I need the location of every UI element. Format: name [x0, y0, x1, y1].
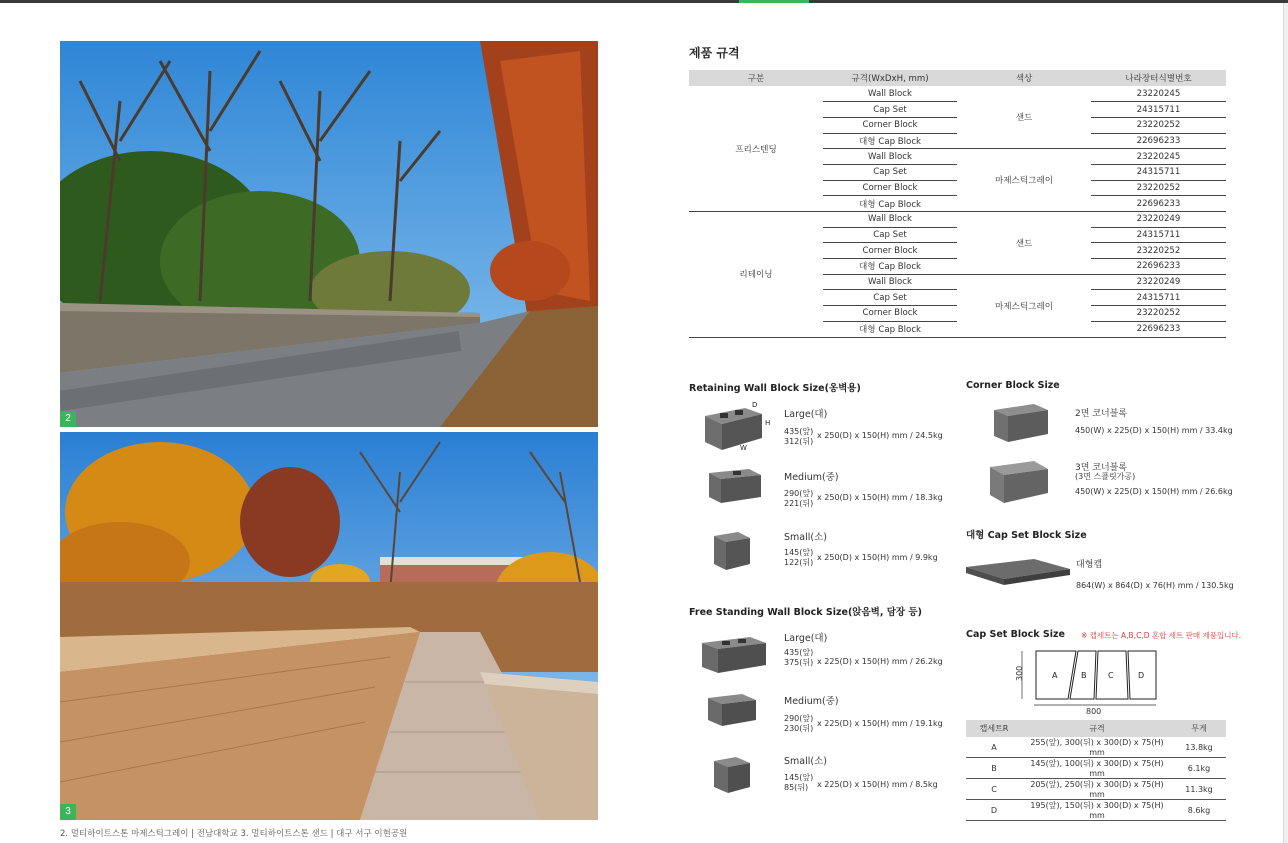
front-width: 435(앞): [784, 648, 814, 657]
capset-diagram: [1010, 647, 1160, 719]
capset-height-label: 300: [1015, 665, 1024, 681]
corner-3face-note: (3면 스플릿가공): [1075, 472, 1136, 481]
header-category: 구분: [689, 70, 823, 86]
spec-id: 24315711: [1091, 227, 1226, 243]
freestanding-large-name: Large(대): [784, 633, 828, 644]
freestanding-large-dim: x 225(D) x 150(H) mm / 26.2kg: [817, 657, 943, 666]
front-width: 145(앞): [784, 773, 814, 782]
corner-2face-name: 2면 코너블록: [1075, 409, 1128, 419]
dim-letter-h: H: [765, 419, 771, 427]
back-width: 122(뒤): [784, 558, 814, 567]
freestanding-title: Free Standing Wall Block Size(앉음벽, 담장 등): [689, 607, 922, 618]
retaining-small-block-image: [710, 528, 755, 578]
capset-width-label: 800: [1086, 707, 1102, 715]
freestanding-medium-size: [784, 714, 813, 734]
spec-item: 대형 Cap Block: [823, 321, 957, 337]
front-width: 290(앞): [784, 714, 814, 723]
freestanding-medium-dim: x 225(D) x 150(H) mm / 19.1kg: [817, 719, 943, 728]
freestanding-large-block-image: [700, 633, 768, 679]
spec-title: 제품 규격: [689, 46, 740, 60]
spec-row: [689, 86, 1226, 102]
corner-2face-block-image: [990, 400, 1050, 450]
corner-2face-dim: 450(W) x 225(D) x 150(H) mm / 33.4kg: [1075, 426, 1233, 435]
retaining-large-block-image: [700, 398, 780, 458]
spec-item: Corner Block: [823, 180, 957, 196]
spec-category: 프리스텐딩: [689, 86, 823, 212]
dim-letter-d: D: [752, 401, 758, 409]
freestanding-small-block-image: [712, 753, 754, 801]
largecap-block-image: [964, 555, 1072, 601]
spec-id: 22696233: [1091, 133, 1226, 149]
capset-label-a: A: [1052, 671, 1058, 680]
capset-header-name: 캡세트R: [966, 720, 1022, 737]
spec-item: Wall Block: [823, 86, 957, 102]
capset-label-c: C: [1108, 671, 1114, 680]
retaining-medium-size: [784, 489, 813, 509]
retaining-small-size: [784, 548, 813, 568]
spec-item: Corner Block: [823, 117, 957, 133]
freestanding-medium-block-image: [706, 692, 760, 734]
front-width: 145(앞): [784, 548, 814, 557]
spec-item: 대형 Cap Block: [823, 133, 957, 149]
spec-category: 리테이닝: [689, 212, 823, 338]
capset-header-weight: 무게: [1172, 720, 1226, 737]
capset-row: [966, 758, 1226, 779]
dim-letter-w: W: [740, 444, 747, 452]
spec-item: 대형 Cap Block: [823, 196, 957, 212]
retaining-large-dim: x 250(D) x 150(H) mm / 24.5kg: [817, 431, 943, 440]
capset-row: [966, 737, 1226, 758]
spec-id: 23220252: [1091, 306, 1226, 322]
capset-note: ※ 캡세트는 A,B,C,D 혼합 세트 판매 제품입니다.: [1081, 631, 1242, 640]
spec-table: [689, 70, 1226, 338]
spec-id: 23220252: [1091, 180, 1226, 196]
freestanding-small-name: Small(소): [784, 756, 827, 767]
back-width: 85(뒤): [784, 783, 809, 792]
retaining-large-size: [784, 427, 813, 447]
capset-label-b: B: [1081, 671, 1087, 680]
spec-id: 23220249: [1091, 212, 1226, 228]
spec-id: 22696233: [1091, 321, 1226, 337]
spec-id: 23220249: [1091, 274, 1226, 290]
freestanding-small-dim: x 225(D) x 150(H) mm / 8.5kg: [817, 780, 938, 789]
spec-item: Corner Block: [823, 243, 957, 259]
capset-row-weight: 8.6kg: [1172, 800, 1226, 821]
capset-header-spec: 규격: [1022, 720, 1172, 737]
photo-university-path: [60, 432, 598, 820]
spec-id: 24315711: [1091, 164, 1226, 180]
largecap-title: 대형 Cap Set Block Size: [966, 530, 1087, 541]
capset-label-d: D: [1138, 671, 1145, 680]
spec-item: Cap Set: [823, 290, 957, 306]
header-id: 나라장터식별번호: [1091, 70, 1226, 86]
photo-park-road: [60, 41, 598, 427]
back-width: 375(뒤): [784, 658, 814, 667]
spec-item: Cap Set: [823, 102, 957, 118]
capset-row-weight: 13.8kg: [1172, 737, 1226, 758]
largecap-name: 대형캡: [1076, 560, 1103, 570]
capset-row: [966, 800, 1226, 821]
spec-item: Corner Block: [823, 306, 957, 322]
capset-row-name: C: [966, 779, 1022, 800]
spec-id: 24315711: [1091, 290, 1226, 306]
retaining-small-dim: x 250(D) x 150(H) mm / 9.9kg: [817, 553, 938, 562]
retaining-medium-block-image: [705, 465, 765, 511]
corner-3face-name: 3면 코너블록: [1075, 463, 1128, 473]
back-width: 230(뒤): [784, 724, 814, 733]
capset-row-name: B: [966, 758, 1022, 779]
capset-table: [966, 720, 1226, 821]
freestanding-medium-name: Medium(중): [784, 696, 839, 707]
spec-id: 22696233: [1091, 259, 1226, 275]
spec-item: Wall Block: [823, 274, 957, 290]
photo-number: 2: [60, 411, 76, 427]
spec-row: [689, 212, 1226, 228]
corner-title: Corner Block Size: [966, 380, 1060, 391]
spec-header-row: [689, 70, 1226, 86]
capset-row-weight: 6.1kg: [1172, 758, 1226, 779]
capset-row-spec: 145(앞), 100(뒤) x 300(D) x 75(H) mm: [1022, 758, 1172, 779]
spec-id: 23220245: [1091, 149, 1226, 165]
spec-id: 23220252: [1091, 117, 1226, 133]
spec-id: 22696233: [1091, 196, 1226, 212]
retaining-medium-name: Medium(중): [784, 472, 839, 483]
capset-row: [966, 779, 1226, 800]
spec-color: 마제스틱그레이: [957, 274, 1091, 337]
page-edge: [1283, 3, 1288, 843]
photo-caption: 2. 멀티하이트스톤 마제스틱그레이 | 전남대학교 3. 멀티하이트스톤 샌드 | 대구 서구 이현공원: [60, 829, 408, 839]
capset-row-name: A: [966, 737, 1022, 758]
spec-color: 샌드: [957, 86, 1091, 149]
spec-color: 마제스틱그레이: [957, 149, 1091, 212]
spec-id: 23220252: [1091, 243, 1226, 259]
retaining-small-name: Small(소): [784, 532, 827, 543]
corner-3face-block-image: [986, 457, 1052, 511]
capset-row-name: D: [966, 800, 1022, 821]
front-width: 435(앞): [784, 427, 814, 436]
retaining-title: Retaining Wall Block Size(옹벽용): [689, 383, 861, 394]
spec-item: Cap Set: [823, 164, 957, 180]
photo-number: 3: [60, 804, 76, 820]
top-rule: [0, 0, 1288, 3]
spec-item: Cap Set: [823, 227, 957, 243]
spec-item: 대형 Cap Block: [823, 259, 957, 275]
capset-header-row: [966, 720, 1226, 737]
capset-row-spec: 255(앞), 300(뒤) x 300(D) x 75(H) mm: [1022, 737, 1172, 758]
spec-item: Wall Block: [823, 212, 957, 228]
capset-row-spec: 205(앞), 250(뒤) x 300(D) x 75(H) mm: [1022, 779, 1172, 800]
header-spec: 규격(WxDxH, mm): [823, 70, 957, 86]
retaining-large-name: Large(대): [784, 409, 828, 420]
spec-id: 23220245: [1091, 86, 1226, 102]
spec-id: 24315711: [1091, 102, 1226, 118]
front-width: 290(앞): [784, 489, 814, 498]
top-accent-bar: [739, 0, 809, 3]
back-width: 312(뒤): [784, 437, 814, 446]
freestanding-large-size: [784, 648, 813, 668]
freestanding-small-size: [784, 773, 813, 793]
spec-color: 샌드: [957, 212, 1091, 275]
header-color: 색상: [957, 70, 1091, 86]
back-width: 221(뒤): [784, 499, 814, 508]
largecap-dim: 864(W) x 864(D) x 76(H) mm / 130.5kg: [1076, 581, 1234, 590]
capset-row-weight: 11.3kg: [1172, 779, 1226, 800]
capset-title: Cap Set Block Size: [966, 629, 1065, 640]
spec-item: Wall Block: [823, 149, 957, 165]
capset-row-spec: 195(앞), 150(뒤) x 300(D) x 75(H) mm: [1022, 800, 1172, 821]
corner-3face-dim: 450(W) x 225(D) x 150(H) mm / 26.6kg: [1075, 487, 1233, 496]
retaining-medium-dim: x 250(D) x 150(H) mm / 18.3kg: [817, 493, 943, 502]
